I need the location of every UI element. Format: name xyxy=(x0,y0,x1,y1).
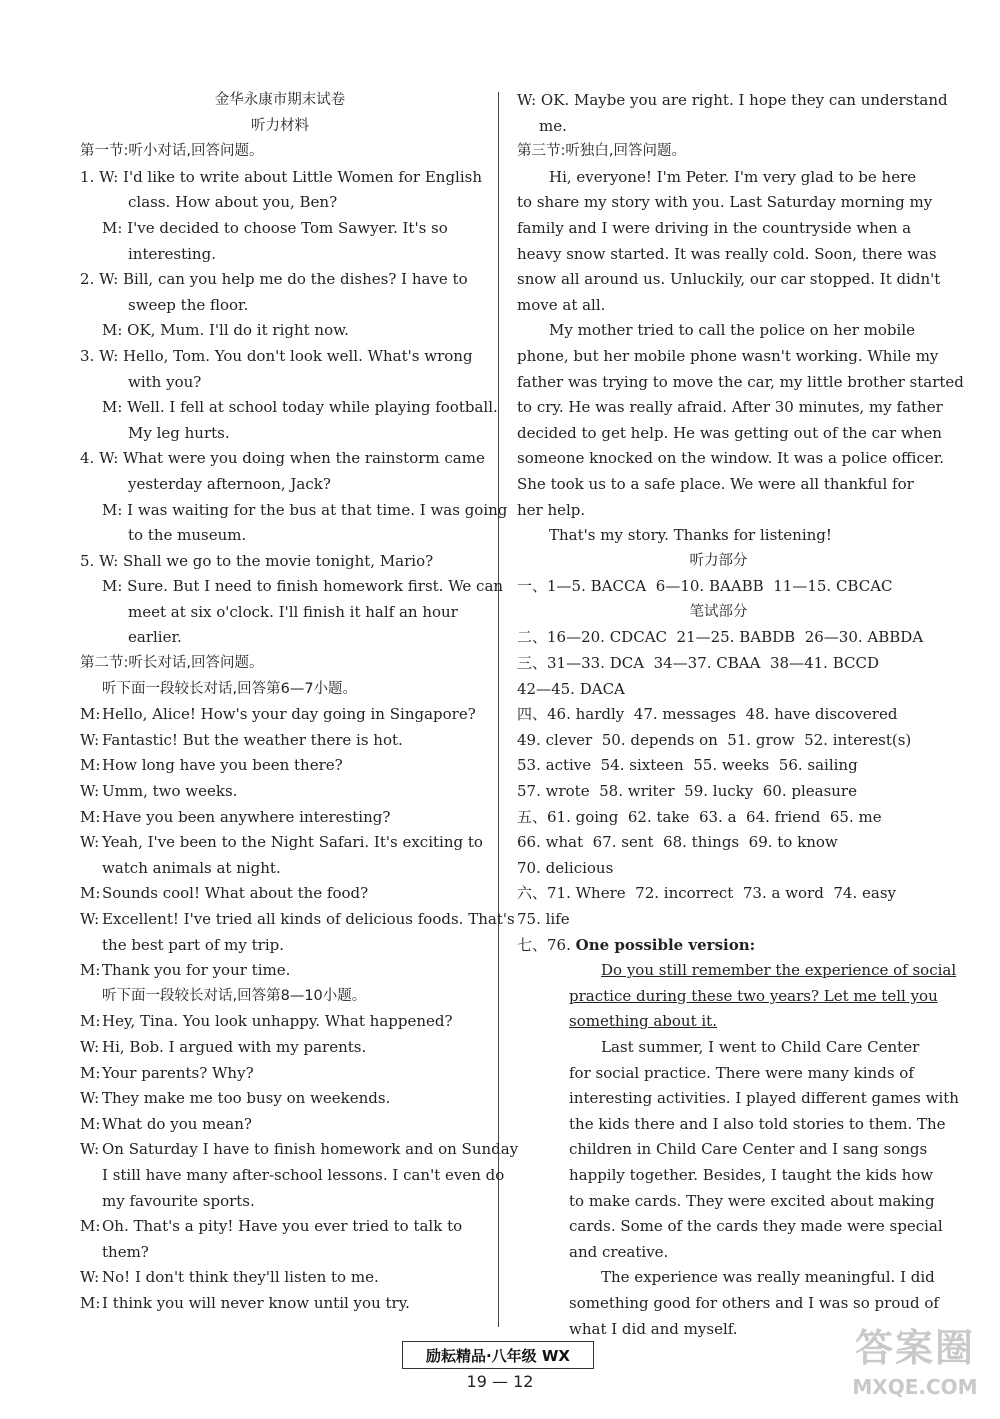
dialog-line xyxy=(80,907,515,933)
dialog-line xyxy=(80,1240,480,1266)
dialog-text: them? xyxy=(102,1242,149,1261)
monologue-line: Hi, everyone! I'm Peter. I'm very glad to be here xyxy=(549,167,917,186)
monologue-line: That's my story. Thanks for listening! xyxy=(549,526,832,545)
monologue-line: heavy snow started. It was really cold. Soon, there was xyxy=(517,244,937,263)
section3-heading: 第三节:听独白,回答问题。 xyxy=(517,143,686,160)
dialog-line: 1. W: I'd like to write about Little Women for English xyxy=(80,167,483,186)
dialog-line xyxy=(80,1009,480,1035)
speaker-label xyxy=(80,856,102,882)
underlined-text: practice during these two years? Let me tell you xyxy=(569,986,938,1005)
essay-line xyxy=(517,1009,920,1035)
essay-line: to make cards. They were excited about making xyxy=(569,1191,935,1210)
speaker-label: M: xyxy=(80,884,101,903)
essay-line: children in Child Care Center and I sang songs xyxy=(569,1140,928,1159)
dialog-line xyxy=(80,1035,480,1061)
speaker-label: M: xyxy=(80,807,101,826)
dialog-text: the best part of my trip. xyxy=(102,935,284,954)
essay-line: interesting activities. I played different games with xyxy=(569,1089,959,1108)
dialog-text: watch animals at night. xyxy=(102,858,281,877)
essay-line: happily together. Besides, I taught the kids how xyxy=(569,1165,934,1184)
dialog-line xyxy=(80,753,480,779)
exam-title: 金华永康市期末试卷 xyxy=(214,92,346,108)
dialog-line: My leg hurts. xyxy=(128,423,230,442)
dialog-line xyxy=(80,881,480,907)
dialog-text: I still have many after-school lessons. I can't even do xyxy=(102,1165,505,1184)
essay-line: cards. Some of the cards they made were special xyxy=(569,1217,943,1236)
essay-line: for social practice. There were many kinds of xyxy=(569,1063,914,1082)
speaker-label: W: xyxy=(80,910,100,928)
monologue-line: She took us to a safe place. We were all thankful for xyxy=(517,474,914,493)
monologue-line: snow all around us. Unluckily, our car stopped. It didn't xyxy=(517,270,941,289)
page-number: 19 — 12 xyxy=(466,1372,534,1391)
monologue-line: decided to get help. He was getting out of the car when xyxy=(517,423,942,442)
monologue-line: someone knocked on the window. It was a police officer. xyxy=(517,449,945,468)
essay-line xyxy=(517,984,938,1010)
dialog-line: to the museum. xyxy=(128,526,247,545)
dialog-text: They make me too busy on weekends. xyxy=(102,1089,391,1108)
speaker-label: W: xyxy=(80,730,100,749)
essay-line: and creative. xyxy=(569,1242,669,1261)
dialog-text: On Saturday I have to finish homework and on Sunday xyxy=(102,1140,519,1159)
writing-part-title: 笔试部分 xyxy=(689,603,748,620)
monologue-line: My mother tried to call the police on her mobile xyxy=(549,321,916,340)
essay-heading: One possible version: xyxy=(575,935,756,954)
section1-dialogs xyxy=(80,165,508,651)
dialog-line xyxy=(80,1061,480,1087)
monologue-line: move at all. xyxy=(517,295,606,314)
essay-line: something good for others and I was so proud of xyxy=(569,1293,939,1312)
speaker-label: W: xyxy=(80,1140,100,1159)
speaker-label: W: xyxy=(80,833,100,852)
listening-part-title: 听力部分 xyxy=(689,552,748,569)
listening-material-title: 听力材料 xyxy=(251,117,309,134)
dialog2-intro: 听下面一段较长对话,回答第8—10小题。 xyxy=(102,987,367,1004)
left-column xyxy=(80,88,519,1317)
speaker-label: M: xyxy=(80,756,101,775)
dialog-line xyxy=(80,1163,505,1189)
dialog-line xyxy=(80,1189,480,1215)
monologue-line: phone, but her mobile phone wasn't working. While my xyxy=(517,346,939,365)
dialog-text: Thank you for your time. xyxy=(102,961,291,980)
dialog-text: Oh. That's a pity! Have you ever tried to talk to xyxy=(102,1217,463,1236)
dialog-line xyxy=(80,1137,519,1163)
speaker-label xyxy=(80,1240,102,1266)
underlined-text: something about it. xyxy=(569,1012,717,1031)
dialog-text: What do you mean? xyxy=(102,1114,252,1133)
answer-line: 75. life xyxy=(517,910,570,928)
dialog-text: my favourite sports. xyxy=(102,1191,255,1210)
dialog-line xyxy=(80,856,480,882)
dialog-line xyxy=(80,933,480,959)
answer-line: 六、71. Where 72. incorrect 73. a word 74. easy xyxy=(517,884,896,903)
dialog-line: meet at six o'clock. I'll finish it half an hour xyxy=(128,602,458,621)
essay-line xyxy=(517,958,957,984)
speaker-label: M: xyxy=(80,1293,101,1312)
dialog-text: Sounds cool! What about the food? xyxy=(102,884,369,903)
speaker-label: W: xyxy=(80,782,100,801)
essay-header xyxy=(517,933,920,959)
essay-line: the kids there and I also told stories to them. The xyxy=(569,1114,946,1133)
answer-key xyxy=(517,625,924,932)
dialog-text: Yeah, I've been to the Night Safari. It's exciting to xyxy=(102,833,483,852)
dialog-line: yesterday afternoon, Jack? xyxy=(128,474,331,493)
dialog-line: earlier. xyxy=(128,628,182,647)
essay-line: The experience was really meaningful. I did xyxy=(601,1268,935,1287)
dialog-text: Excellent! I've tried all kinds of delicious foods. That's xyxy=(102,910,515,928)
dialog-line: me. xyxy=(539,116,567,135)
dialog2-end xyxy=(517,88,948,139)
answer-line: 57. wrote 58. writer 59. lucky 60. pleasure xyxy=(517,782,857,801)
underlined-text: Do you still remember the experience of social xyxy=(601,961,957,980)
speaker-label: W: xyxy=(80,1268,100,1287)
dialog-line: M: Sure. But I need to finish homework first. We can xyxy=(102,577,504,596)
dialog-text: Your parents? Why? xyxy=(102,1063,254,1082)
speaker-label xyxy=(80,1163,102,1189)
answer-line: 二、16—20. CDCAC 21—25. BABDB 26—30. ABBDA xyxy=(517,628,924,647)
dialog-line: sweep the floor. xyxy=(128,295,249,314)
listening-answers: 一、1—5. BACCA 6—10. BAABB 11—15. CBCAC xyxy=(517,577,893,596)
dialog-line: 4. W: What were you doing when the rainstorm came xyxy=(80,449,485,468)
dialog-line xyxy=(80,958,480,984)
answer-line: 70. delicious xyxy=(517,858,614,877)
speaker-label: M: xyxy=(80,1012,101,1031)
answer-line: 四、46. hardly 47. messages 48. have discovered xyxy=(517,705,898,724)
dialog-line xyxy=(80,1214,480,1240)
section2-heading: 第二节:听长对话,回答问题。 xyxy=(80,655,264,672)
monologue-line: her help. xyxy=(517,500,586,519)
monologue-line: father was trying to move the car, my little brother started xyxy=(517,372,964,391)
dialog-text: Umm, two weeks. xyxy=(102,782,238,801)
right-column xyxy=(517,88,964,1342)
dialog-line: interesting. xyxy=(128,244,216,263)
dialog-text: How long have you been there? xyxy=(102,756,343,775)
dialog-line: class. How about you, Ben? xyxy=(128,193,338,212)
dialog-text: No! I don't think they'll listen to me. xyxy=(102,1268,379,1287)
dialog-line: with you? xyxy=(128,372,202,391)
speaker-label: M: xyxy=(80,705,101,724)
dialog-line xyxy=(80,1086,480,1112)
dialog-line: M: OK, Mum. I'll do it right now. xyxy=(102,321,349,340)
dialog-line xyxy=(80,728,480,754)
dialog-text: Hello, Alice! How's your day going in Singapore? xyxy=(102,705,476,724)
book-brand-label: 励耘精品·八年级 WX xyxy=(402,1341,594,1369)
dialog-line: M: I've decided to choose Tom Sawyer. It's so xyxy=(102,218,448,237)
dialog-line xyxy=(80,702,480,728)
dialog-line xyxy=(80,779,480,805)
dialog-text: Hi, Bob. I argued with my parents. xyxy=(102,1037,367,1056)
speaker-label xyxy=(80,933,102,959)
dialog-line: 3. W: Hello, Tom. You don't look well. What's wrong xyxy=(80,346,473,365)
section1-heading: 第一节:听小对话,回答问题。 xyxy=(80,143,264,160)
dialog-line xyxy=(80,1265,480,1291)
dialog-line: M: I was waiting for the bus at that time. I was going xyxy=(102,500,508,519)
speaker-label: M: xyxy=(80,1063,101,1082)
dialog1-intro: 听下面一段较长对话,回答第6—7小题。 xyxy=(102,680,358,697)
speaker-label xyxy=(80,1189,102,1215)
dialog-text: Hey, Tina. You look unhappy. What happened? xyxy=(102,1012,453,1031)
dialog-text: Have you been anywhere interesting? xyxy=(102,807,391,826)
essay-line: Last summer, I went to Child Care Center xyxy=(601,1037,920,1056)
dialog-line: 5. W: Shall we go to the movie tonight, Mario? xyxy=(80,551,434,570)
answer-line: 53. active 54. sixteen 55. weeks 56. sailing xyxy=(517,756,858,775)
dialog-line: 2. W: Bill, can you help me do the dishes? I have to xyxy=(80,270,468,289)
speaker-label: M: xyxy=(80,961,101,980)
dialog-line: M: Well. I fell at school today while playing football. xyxy=(102,398,498,417)
answer-line: 五、61. going 62. take 63. a 64. friend 65. me xyxy=(517,807,882,826)
sample-essay xyxy=(517,958,959,1342)
speaker-label: W: xyxy=(80,1037,100,1056)
watermark-logo: 答案圈 MXQE.COM xyxy=(852,1326,978,1399)
dialog-line xyxy=(80,830,483,856)
dialog-text: I think you will never know until you try. xyxy=(102,1293,410,1312)
answer-line: 三、31—33. DCA 34—37. CBAA 38—41. BCCD xyxy=(517,654,879,673)
answer-line: 42—45. DACA xyxy=(517,679,625,698)
dialog-line xyxy=(80,805,480,831)
monologue xyxy=(517,165,964,549)
essay-number: 七、76. xyxy=(517,935,571,954)
monologue-line: to share my story with you. Last Saturday morning my xyxy=(517,193,933,212)
monologue-line: family and I were driving in the countryside when a xyxy=(517,218,912,237)
speaker-label: W: xyxy=(80,1089,100,1108)
dialog1 xyxy=(80,702,515,984)
monologue-line: to cry. He was really afraid. After 30 minutes, my father xyxy=(517,398,943,417)
answer-line: 66. what 67. sent 68. things 69. to know xyxy=(517,833,838,852)
dialog-line xyxy=(80,1112,480,1138)
speaker-label: M: xyxy=(80,1217,101,1236)
speaker-label: M: xyxy=(80,1114,101,1133)
dialog-text: Fantastic! But the weather there is hot. xyxy=(102,730,403,749)
essay-line: what I did and myself. xyxy=(569,1319,738,1338)
answer-line: 49. clever 50. depends on 51. grow 52. interest(s) xyxy=(517,730,912,749)
dialog-line xyxy=(80,1291,480,1317)
dialog2 xyxy=(80,1009,519,1316)
dialog-line: W: OK. Maybe you are right. I hope they can understand xyxy=(517,91,948,109)
